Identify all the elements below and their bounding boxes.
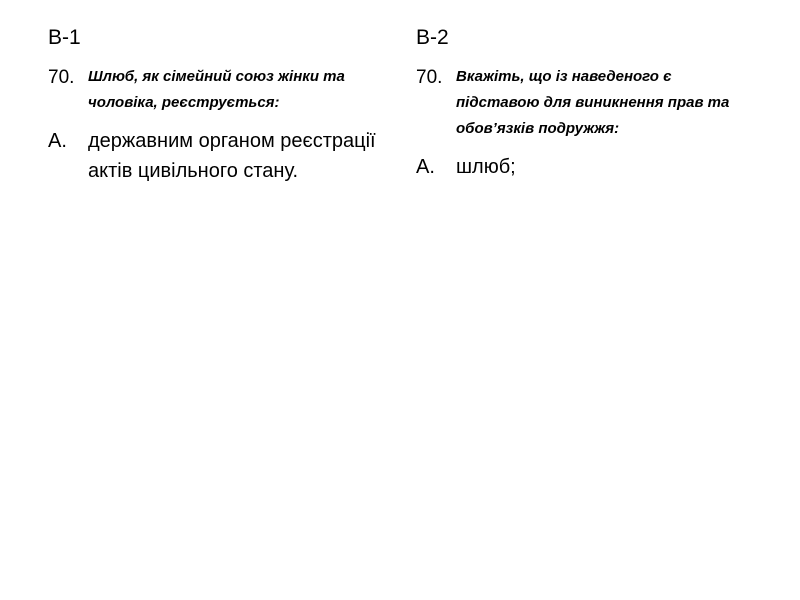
variant-1-answer <box>48 126 388 186</box>
variant-2-question <box>416 64 756 142</box>
variant-1-answer-text: державним органом реєстрації актів цивільного стану. <box>88 130 376 182</box>
variant-1-column <box>48 22 388 186</box>
variant-2-answer-letter: А. <box>416 156 435 178</box>
variant-1-heading: В-1 <box>48 26 81 49</box>
variant-2-question-number: 70. <box>416 67 443 88</box>
variant-2-column <box>416 22 756 182</box>
variant-2-answer <box>416 152 756 182</box>
variant-1-answer-letter: А. <box>48 130 67 152</box>
variant-1-question-number: 70. <box>48 67 75 88</box>
variant-2-heading: В-2 <box>416 26 449 49</box>
variant-1-question-text: Шлюб, як сімейний союз жінки та чоловіка, реєструється: <box>88 68 345 111</box>
variant-1-question <box>48 64 388 116</box>
variant-2-question-text: Вкажіть, що із наведеного є підставою для виникнення прав та обов’язків подружжя: <box>456 68 730 137</box>
variant-2-answer-text: шлюб; <box>456 156 516 178</box>
